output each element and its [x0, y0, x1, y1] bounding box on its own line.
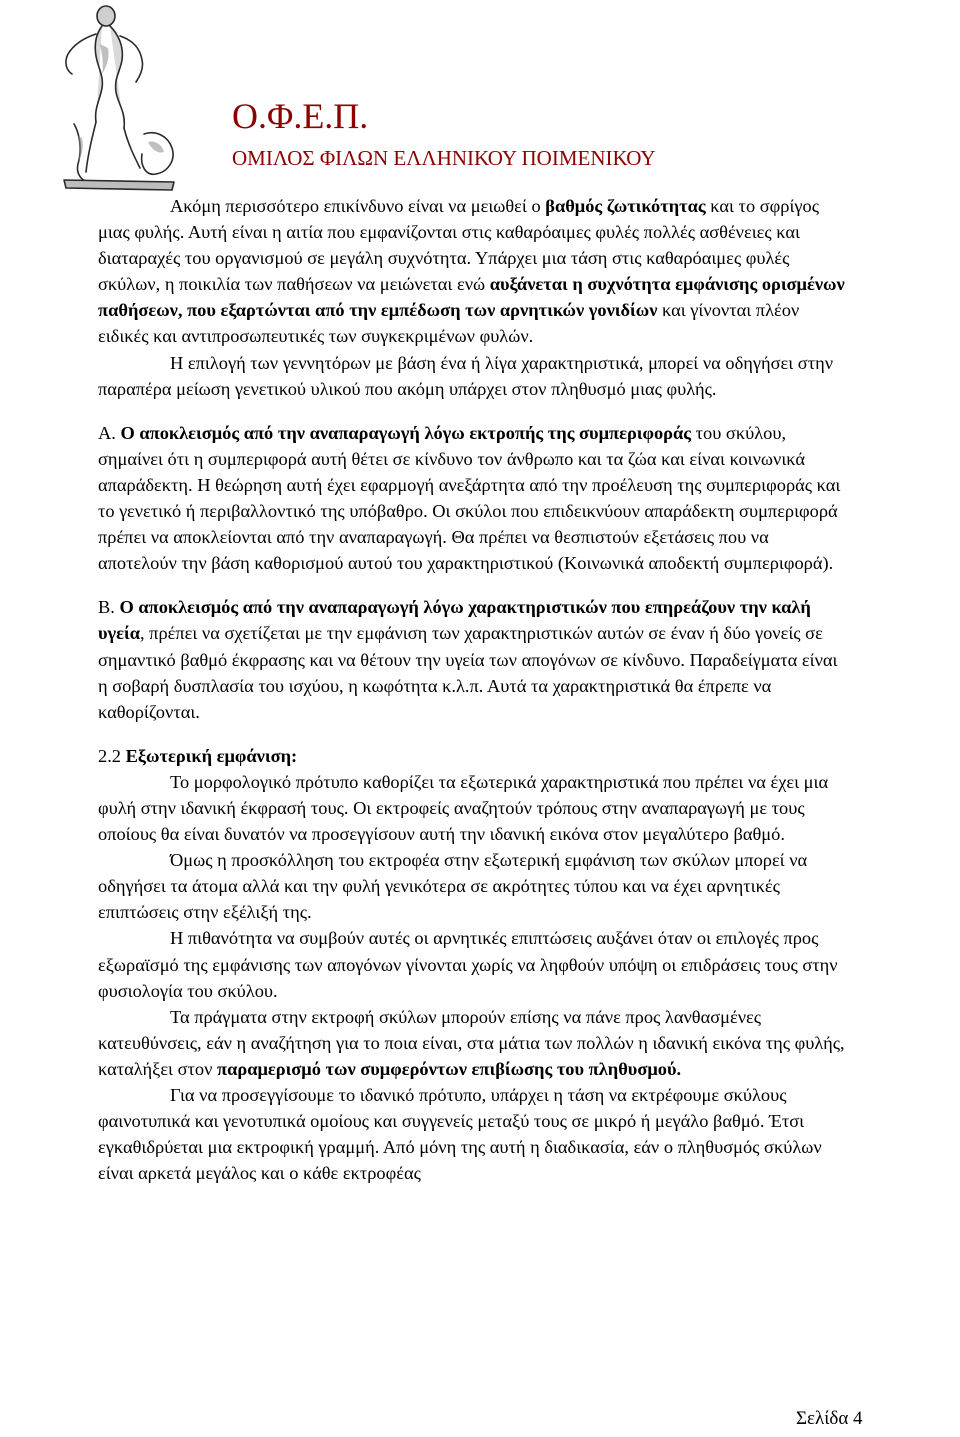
- section-2-2-heading: 2.2 Εξωτερική εμφάνιση:: [98, 745, 298, 766]
- paragraph-vitality: Ακόμη περισσότερο επικίνδυνο είναι να μειωθεί ο βαθμός ζωτικότητας και το σφρίγος μιας φυλής. Αυτή είναι η αιτία που εμφανίζονται στις καθαρόαιμες φυλές πολλές ασθένειες και διαταραχές του οργανισμού σε μεγάλη συχνότητα. Υπάρχει μια τάση στις καθαρόαιμες φυλές σκύλων, η ποικιλία των παθήσεων να μειώνεται ενώ αυξάνεται η συχνότητα εμφάνισης ορισμένων παθήσεων, που εξαρτώνται από την εμπέδωση των αρνητικών γονιδίων και γίνονται πλέον ειδικές και αντιπροσωπευτικές των συγκεκριμένων φυλών.: [98, 196, 845, 347]
- paragraph-breed-standard: Το μορφολογικό πρότυπο καθορίζει τα εξωτερικά χαρακτηριστικά που πρέπει να έχει μια φυλή στην ιδανική έκφρασή τους. Οι εκτροφείς αναζητούν τρόπους στην αναπαραγωγή με τους οποίους θα είναι δυνατόν να προσεγγίσουν αυτή την ιδανική εικόνα στον μεγαλύτερο βαθμό.: [98, 771, 829, 845]
- section-b: Β. Ο αποκλεισμός από την αναπαραγωγή λόγω χαρακτηριστικών που επηρεάζουν την καλή υγεία, πρέπει να σχετίζεται με την εμφάνιση των χαρακτηριστικών αυτών σε έναν ή δύο γονείς σε σημαντικό βαθμό έκφρασης και να θέτουν την υγεία των απογόνων σε κίνδυνο. Παραδείγματα είναι η σοβαρή δυσπλασία του ισχύου, η κωφότητα κ.λ.π. Αυτά τα χαρακτηριστικά θα έπρεπε να καθορίζονται.: [98, 597, 838, 722]
- organization-full-name: ΟΜΙΛΟΣ ΦΙΛΩΝ ΕΛΛΗΝΙΚΟΥ ΠΟΙΜΕΝΙΚΟΥ: [232, 146, 656, 170]
- organization-acronym: Ο.Φ.Ε.Π.: [232, 96, 369, 136]
- paragraph-wrong-directions: Τα πράγματα στην εκτροφή σκύλων μπορούν επίσης να πάνε προς λανθασμένες κατευθύνσεις, εάν η αναζήτηση για το ποια είναι, στα μάτια των πολλών η ιδανική εικόνα της φυλής, καταλήξει στον παραμερισμό των συμφερόντων επιβίωσης του πληθυσμού.: [98, 1006, 845, 1079]
- paragraph-selection: Η επιλογή των γεννητόρων με βάση ένα ή λίγα χαρακτηριστικά, μπορεί να οδηγήσει στην παραπέρα μείωση γενετικού υλικού που ακόμη υπάρχει στον πληθυσμό μιας φυλής.: [98, 352, 834, 399]
- page-number: Σελίδα 4: [796, 1408, 863, 1429]
- paragraph-appearance-attachment: Όμως η προσκόλληση του εκτροφέα στην εξωτερική εμφάνιση των σκύλων μπορεί να οδηγήσει τα άτομα αλλά και την φυλή γενικότερα σε ακρότητες τύπου και να έχει αρνητικές επιπτώσεις στην εξέλιξή της.: [98, 850, 808, 923]
- statue-logo: [44, 4, 194, 194]
- document-body: [98, 193, 850, 1186]
- paragraph-negative-effects: Η πιθανότητα να συμβούν αυτές οι αρνητικές επιπτώσεις αυξάνει όταν οι επιλογές προς εξωραϊσμό της εμφάνισης των απογόνων γίνονται χωρίς να ληφθούν υπόψη οι επιδράσεις τους στην φυσιολογία του σκύλου.: [98, 928, 838, 1001]
- paragraph-breeding-line: Για να προσεγγίσουμε το ιδανικό πρότυπο, υπάρχει η τάση να εκτρέφουμε σκύλους φαινοτυπικά και γενοτυπικά ομοίους και συγγενείς μεταξύ τους σε μικρό ή μεγάλο βαθμό. Έτσι εγκαθιδρύεται μια εκτροφική γραμμή. Από μόνη της αυτή η διαδικασία, εάν ο πληθυσμός σκύλων είναι αρκετά μεγάλος και ο κάθε εκτροφέας: [98, 1085, 822, 1184]
- section-a: Α. Ο αποκλεισμός από την αναπαραγωγή λόγω εκτροπής της συμπεριφοράς του σκύλου, σημαίνει ότι η συμπεριφορά αυτή θέτει σε κίνδυνο τον άνθρωπο και τα ζώα και είναι κοινωνικά απαράδεκτη. Η θεώρηση αυτή έχει εφαρμογή ανεξάρτητα από την προέλευση της συμπεριφοράς και το γενετικό ή περιβαλλοντικό της υπόβαθρο. Οι σκύλοι που επιδεικνύουν απαράδεκτη συμπεριφορά πρέπει να αποκλείονται από την αναπαραγωγή. Θα πρέπει να θεσπιστούν εξετάσεις που να αποτελούν την βάση καθορισμού αυτού του χαρακτηριστικού (Κοινωνικά αποδεκτή συμπεριφορά).: [98, 422, 841, 574]
